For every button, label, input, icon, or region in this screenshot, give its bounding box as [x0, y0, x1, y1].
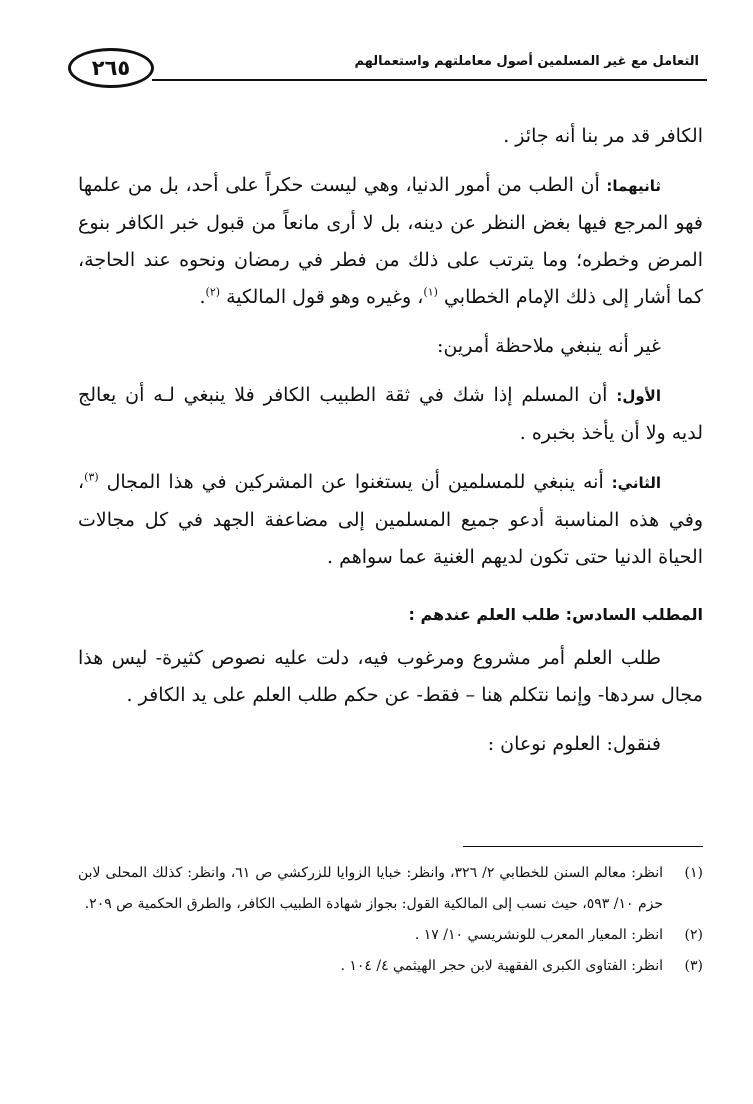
paragraph-3: غير أنه ينبغي ملاحظة أمرين:	[437, 335, 661, 357]
paragraph-6: طلب العلم أمر مشروع ومرغوب فيه، دلت عليه نصوص كثيرة- ليس هذا مجال سردها- وإنما نتكلم هنا – فقط- عن حكم طلب العلم على يد الكافر .	[78, 647, 703, 706]
paragraph-4-text: أن المسلم إذا شك في ثقة الطبيب الكافر فلا ينبغي لـه أن يعالج لديه ولا أن يأخذ بخبره .	[78, 384, 703, 444]
footnote-2	[78, 920, 703, 951]
paragraph-5	[78, 464, 703, 576]
paragraph-2-text-c: .	[199, 286, 206, 308]
footnote-rule	[463, 846, 703, 847]
paragraph-4	[78, 377, 703, 452]
page-number: ٢٦٥	[68, 48, 154, 88]
footnote-ref-2: (٢)	[205, 285, 221, 299]
paragraph-2-text-b: ، وغيره وهو قول المالكية	[220, 286, 424, 308]
footnote-ref-3: (٣)	[84, 470, 99, 484]
footnotes	[78, 858, 703, 982]
footnote-1-number: (١)	[684, 865, 703, 881]
page-header	[62, 46, 707, 96]
footnote-3-number: (٣)	[684, 958, 703, 974]
running-title: التعامل مع غير المسلمين أصول معاملتهم واستعمالهم	[354, 54, 699, 69]
section-heading: المطلب السادس: طلب العلم عندهم :	[408, 605, 703, 624]
footnote-2-text: انظر: المعيار المعرب للونشريسي ١٠/ ١٧ .	[414, 927, 663, 943]
paragraph-2	[78, 167, 703, 316]
footnote-3-text: انظر: الفتاوى الكبرى الفقهية لابن حجر الهيثمي ٤/ ١٠٤ .	[340, 958, 663, 974]
footnote-3	[78, 951, 703, 982]
footnote-ref-1: (١)	[423, 285, 438, 299]
main-text	[78, 118, 703, 775]
header-rule	[152, 79, 707, 81]
paragraph-1: الكافر قد مر بنا أنه جائز .	[503, 125, 703, 147]
footnote-2-number: (٢)	[684, 927, 703, 943]
paragraph-7: فنقول: العلوم نوعان :	[487, 733, 661, 755]
paragraph-2-lead: ثانيهما:	[606, 177, 661, 195]
footnote-1	[78, 858, 703, 920]
paragraph-2-text-a: أن الطب من أمور الدنيا، وهي ليست حكراً على أحد، بل من علمها فهو المرجع فيها بغض النظر عن دينه، بل لا أرى مانعاً من قبول خبر الكافر بنوع المرض وخطره؛ وما يترتب على ذلك من فطر في رمضان ونحوه عند الحاجة، كما أشار إلى ذلك الإمام الخطابي	[78, 174, 703, 308]
paragraph-5-text-a: أنه ينبغي للمسلمين أن يستغنوا عن المشركين في هذا المجال	[98, 471, 612, 493]
paragraph-5-lead: الثاني:	[611, 474, 661, 492]
paragraph-5-text-b: ، وفي هذه المناسبة أدعو جميع المسلمين إلى مضاعفة الجهد في كل مجالات الحياة الدنيا حتى تكون لديهم الغنية عما سواهم .	[78, 471, 703, 568]
paragraph-4-lead: الأول:	[616, 387, 661, 405]
footnote-1-text: انظر: معالم السنن للخطابي ٢/ ٣٢٦، وانظر: خبايا الزوايا للزركشي ص ٦١، وانظر: كذلك المحلى لابن حزم ١٠/ ٥٩٣، حيث نسب إلى المالكية القول: بجواز شهادة الطبيب الكافر، والطرق الحكمية ص ٢٠٩.	[78, 865, 664, 912]
